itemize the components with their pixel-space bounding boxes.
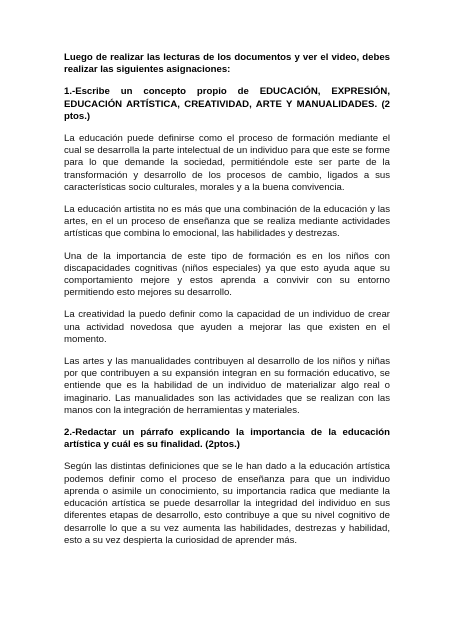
- answer-2-paragraph: Según las distintas definiciones que se le han dado a la educación artística podemos definir como el proceso de enseñanza para que un individuo aprenda o asimile un conocimiento, su importancia radica que mediante la educación artística se puede desarrollar la integridad del individuo en sus diferentes etapas de desarrollo, esto contribuye a que su nivel cognitivo de desarrolle lo que a su vez aumenta las habilidades, destrezas y habilidad, esto a su vez despierta la curiosidad de aprender más.: [64, 461, 390, 546]
- question-2: 2.-Redactar un párrafo explicando la importancia de la educación artística y cuál es su finalidad. (2ptos.): [64, 427, 390, 451]
- question-1: 1.-Escribe un concepto propio de EDUCACIÓN, EXPRESIÓN, EDUCACIÓN ARTÍSTICA, CREATIVIDAD, ARTE Y MANUALIDADES. (2 ptos.): [64, 86, 390, 122]
- document-body: [64, 52, 390, 557]
- intro-instructions: Luego de realizar las lecturas de los documentos y ver el video, debes realizar las siguientes asignaciones:: [64, 52, 390, 76]
- answer-1-paragraph-3: Una de la importancia de este tipo de formación es en los niños con discapacidades cognitivas (niños especiales) ya que esto ayuda aque su comportamiento mejore y estos aprenda a convivir con su entorno permitiendo esto mejores su desarrollo.: [64, 250, 390, 299]
- answer-1-paragraph-2: La educación artistita no es más que una combinación de la educación y las artes, en el un proceso de enseñanza que se realiza mediante actividades artísticas que combina lo emocional, las habilidades y destrezas.: [64, 204, 390, 240]
- answer-1-paragraph-4: La creatividad la puedo definir como la capacidad de un individuo de crear una actividad novedosa que ayuden a mejorar las que existen en el momento.: [64, 309, 390, 345]
- answer-1-paragraph-1: La educación puede definirse como el proceso de formación mediante el cual se desarrolla la parte intelectual de un individuo para que este se forme para lo que demande la sociedad, permitiéndole este ser parte de la transformación y desarrollo de los procesos de cambio, ligados a sus características socio culturales, morales y a la buena convivencia.: [64, 133, 390, 193]
- answer-1-paragraph-5: Las artes y las manualidades contribuyen al desarrollo de los niños y niñas por que contribuyen a su expansión integran en su formación educativo, se entiende que es la habilidad de un individuo de materializar algo real o imaginario. Las manualidades son las actividades que se realizan con las manos con la integración de herramientas y materiales.: [64, 356, 390, 416]
